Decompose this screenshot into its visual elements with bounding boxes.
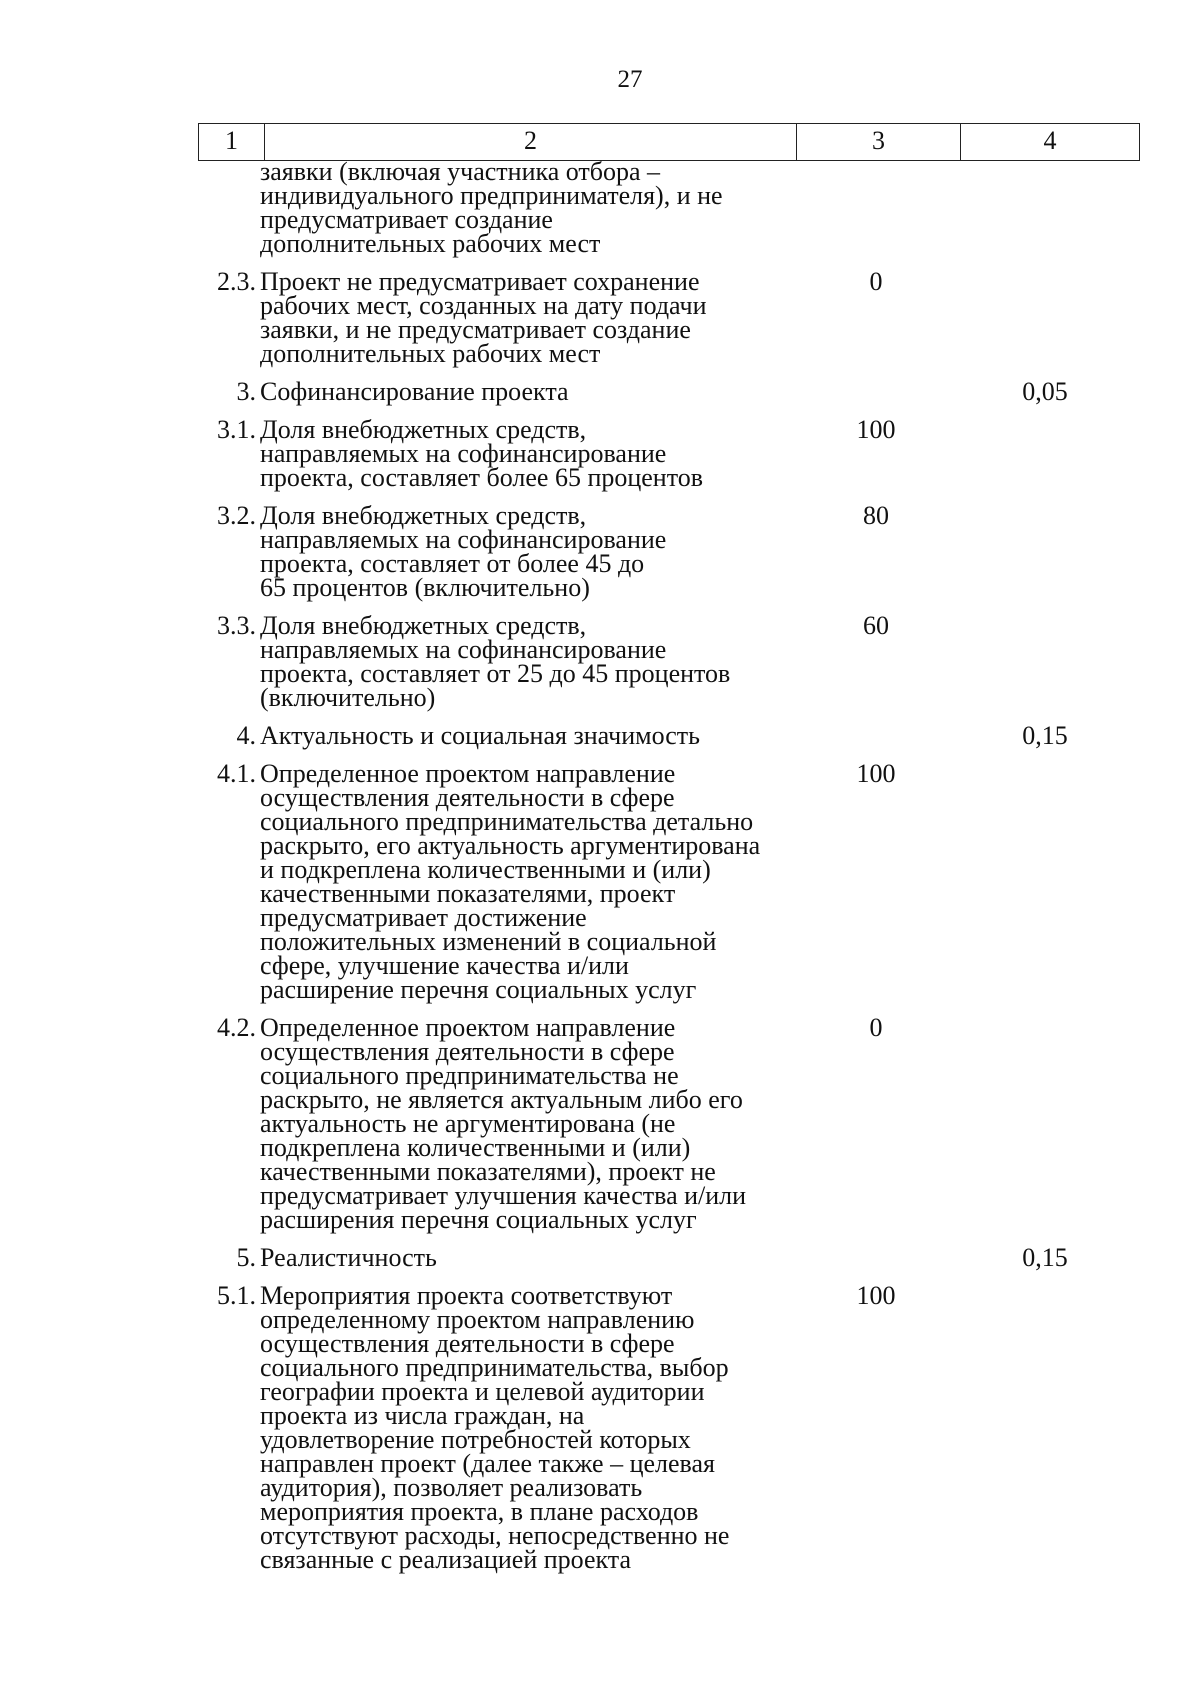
- row-number: [198, 160, 260, 256]
- row-criterion: заявки (включая участника отбора – индивидуального предпринимателя), и не предусматривает создание дополнительных рабочих мест: [260, 157, 723, 258]
- row-number: 5.1.: [217, 1281, 256, 1310]
- row-criterion: Определенное проектом направление осуществления деятельности в сфере социального предпринимательства детально раскрыто, его актуальность аргументирована и подкреплена количественными и (или) качественными показателями, проект предусматривает достижение положительных изменений в социальной сфере, улучшение качества и/или расширение перечня социальных услуг: [260, 759, 761, 1004]
- table-row: [198, 759, 1140, 1004]
- row-weight: [962, 614, 1128, 710]
- row-weight: 0,05: [1022, 377, 1068, 406]
- row-number: 3.1.: [217, 415, 256, 444]
- row-criterion: Доля внебюджетных средств, направляемых на софинансирование проекта, составляет от 25 до 45 процентов (включительно): [260, 611, 731, 712]
- row-score: 80: [863, 501, 889, 530]
- header-col-2: 2: [265, 124, 797, 160]
- table-row: [198, 157, 1140, 258]
- table-row: [198, 267, 1140, 368]
- row-number: 4.2.: [217, 1013, 256, 1042]
- row-criterion: Проект не предусматривает сохранение рабочих мест, созданных на дату подачи заявки, и не предусматривает создание дополнительных рабочих мест: [260, 267, 707, 368]
- table-row: [198, 1281, 1140, 1574]
- row-score: 100: [856, 759, 896, 788]
- row-weight: [962, 504, 1128, 600]
- page-number: 27: [617, 66, 643, 93]
- row-weight: [962, 762, 1128, 1002]
- row-weight: [962, 418, 1128, 490]
- table-row: [198, 377, 1140, 406]
- row-weight: [962, 160, 1128, 256]
- table-row: [198, 415, 1140, 492]
- row-criterion: Доля внебюджетных средств, направляемых на софинансирование проекта, составляет более 65 процентов: [260, 415, 704, 492]
- row-weight: 0,15: [1022, 721, 1068, 750]
- row-score: 100: [856, 415, 896, 444]
- row-score: [790, 160, 962, 256]
- header-col-1: 1: [199, 124, 265, 160]
- row-number: 2.3.: [217, 267, 256, 296]
- row-score: [790, 380, 962, 404]
- row-weight: [962, 1284, 1128, 1572]
- header-col-4: 4: [1043, 126, 1057, 155]
- row-number: 4.: [236, 721, 256, 750]
- row-criterion: Доля внебюджетных средств, направляемых на софинансирование проекта, составляет от более 45 до 65 процентов (включительно): [260, 501, 667, 602]
- row-number: 4.1.: [217, 759, 256, 788]
- table-row: [198, 1243, 1140, 1272]
- table-row: [198, 1013, 1140, 1234]
- row-criterion: Мероприятия проекта соответствуют определенному проектом направлению осуществления деятельности в сфере социального предпринимательства, выбор географии проекта и целевой аудитории проекта из числа граждан, на удовлетворение потребностей которых направлен проект (далее также – целевая аудитория), позволяет реализовать мероприятия проекта, в плане расходов отсутствуют расходы, непосредственно не связанные с реализацией проекта: [260, 1281, 730, 1574]
- row-weight: [962, 1016, 1128, 1232]
- row-score: [790, 1246, 962, 1270]
- row-score: 0: [869, 267, 883, 296]
- table-row: [198, 611, 1140, 712]
- row-weight: [962, 270, 1128, 366]
- table-header: [198, 123, 1140, 161]
- row-score: 100: [856, 1281, 896, 1310]
- row-number: 3.2.: [217, 501, 256, 530]
- row-score: [790, 724, 962, 748]
- row-criterion: Реалистичность: [260, 1243, 437, 1272]
- table-row: [198, 721, 1140, 750]
- row-number: 3.: [236, 377, 256, 406]
- row-criterion: Определенное проектом направление осуществления деятельности в сфере социального предпринимательства не раскрыто, не является актуальным либо его актуальность не аргументирована (не подкреплена количественными и (или) качественными показателями), проект не предусматривает улучшения качества и/или расширения перечня социальных услуг: [260, 1013, 747, 1234]
- criteria-table-body: [198, 157, 1140, 1574]
- table-row: [198, 501, 1140, 602]
- row-number: 3.3.: [217, 611, 256, 640]
- row-weight: 0,15: [1022, 1243, 1068, 1272]
- row-number: 5.: [236, 1243, 256, 1272]
- header-col-3: 3: [797, 124, 961, 160]
- row-score: 60: [863, 611, 889, 640]
- row-criterion: Софинансирование проекта: [260, 377, 569, 406]
- row-criterion: Актуальность и социальная значимость: [260, 721, 700, 750]
- row-score: 0: [869, 1013, 883, 1042]
